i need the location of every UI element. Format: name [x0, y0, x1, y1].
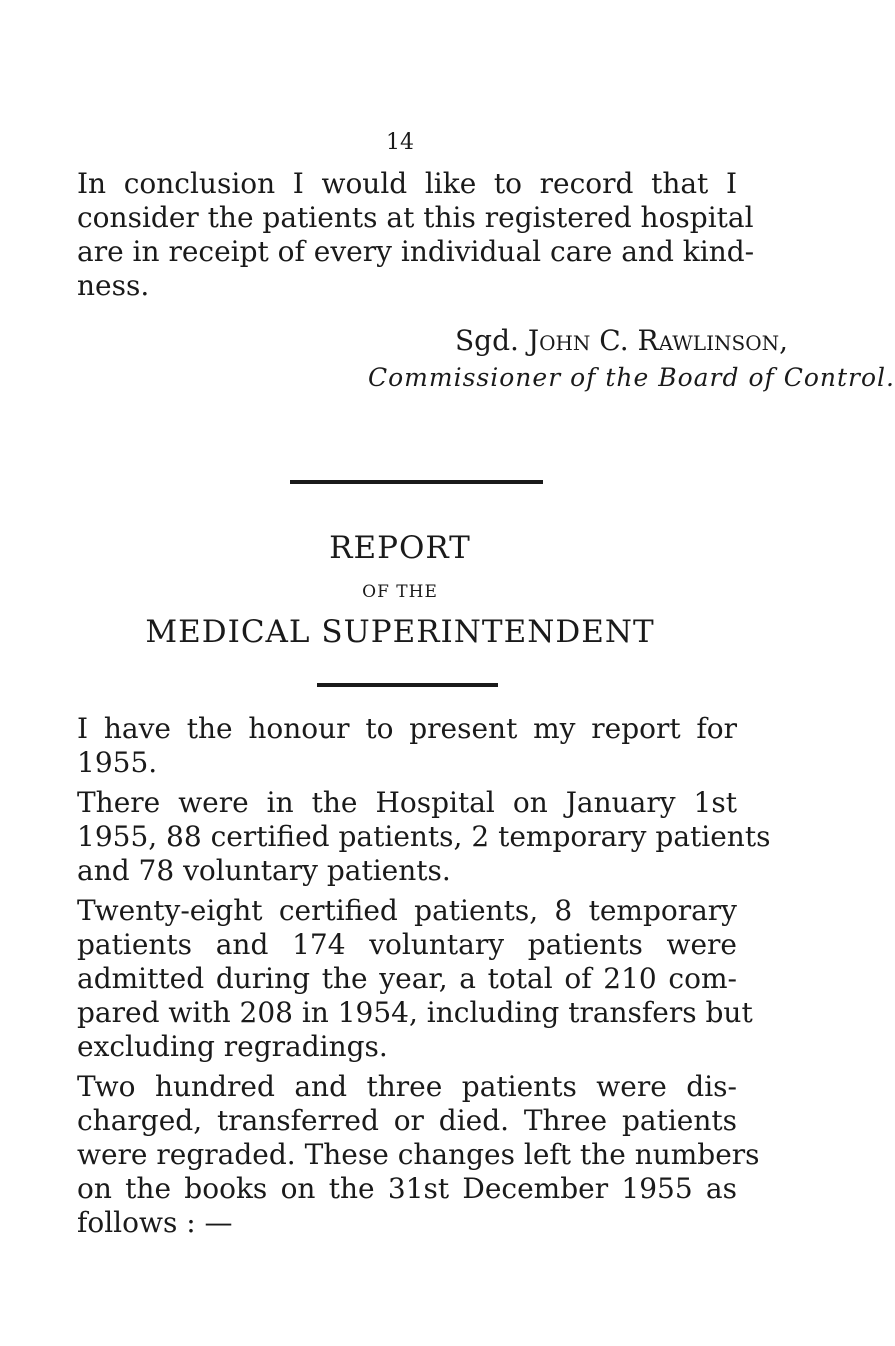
text-line: pared with 208 in 1954, including transfers but — [77, 996, 753, 1029]
text-line: excluding regradings. — [77, 1030, 388, 1063]
signature-name: John C. Rawlinson, — [527, 324, 788, 357]
signature-prefix: Sgd. — [455, 324, 519, 357]
report-title: REPORT — [329, 530, 471, 566]
conclusion-paragraph — [77, 167, 755, 303]
page-number: 14 — [386, 130, 414, 155]
divider-rule — [290, 480, 543, 484]
text-line: are in receipt of every individual care and kind- — [77, 235, 755, 268]
text-line: I have the honour to present my report for — [77, 712, 737, 745]
report-subtitle: MEDICAL SUPERINTENDENT — [145, 614, 655, 650]
text-line: ness. — [77, 269, 150, 302]
text-line: 1955, 88 certified patients, 2 temporary patients — [77, 820, 771, 853]
text-line: were regraded. These changes left the numbers — [77, 1138, 760, 1171]
text-line: Two hundred and three patients were dis- — [77, 1070, 737, 1103]
text-line: In conclusion I would like to record that I — [77, 167, 737, 200]
report-paragraph — [77, 1070, 760, 1240]
divider-rule — [317, 683, 498, 687]
text-line: 1955. — [77, 746, 158, 779]
text-line: on the books on the 31st December 1955 as — [77, 1172, 737, 1205]
report-paragraph — [77, 786, 771, 888]
text-line: charged, transferred or died. Three patients — [77, 1104, 737, 1137]
report-paragraph — [77, 894, 753, 1064]
text-line: patients and 174 voluntary patients were — [77, 928, 737, 961]
report-of: OF THE — [362, 582, 438, 602]
signature-title: Commissioner of the Board of Control. — [368, 363, 895, 392]
text-line: follows : — — [77, 1206, 233, 1239]
report-paragraph — [77, 712, 737, 780]
text-line: There were in the Hospital on January 1st — [77, 786, 737, 819]
signature-line — [455, 324, 788, 357]
text-line: admitted during the year, a total of 210 com- — [77, 962, 737, 995]
text-line: Twenty-eight certified patients, 8 temporary — [77, 894, 737, 927]
text-line: consider the patients at this registered hospital — [77, 201, 754, 234]
text-line: and 78 voluntary patients. — [77, 854, 451, 887]
